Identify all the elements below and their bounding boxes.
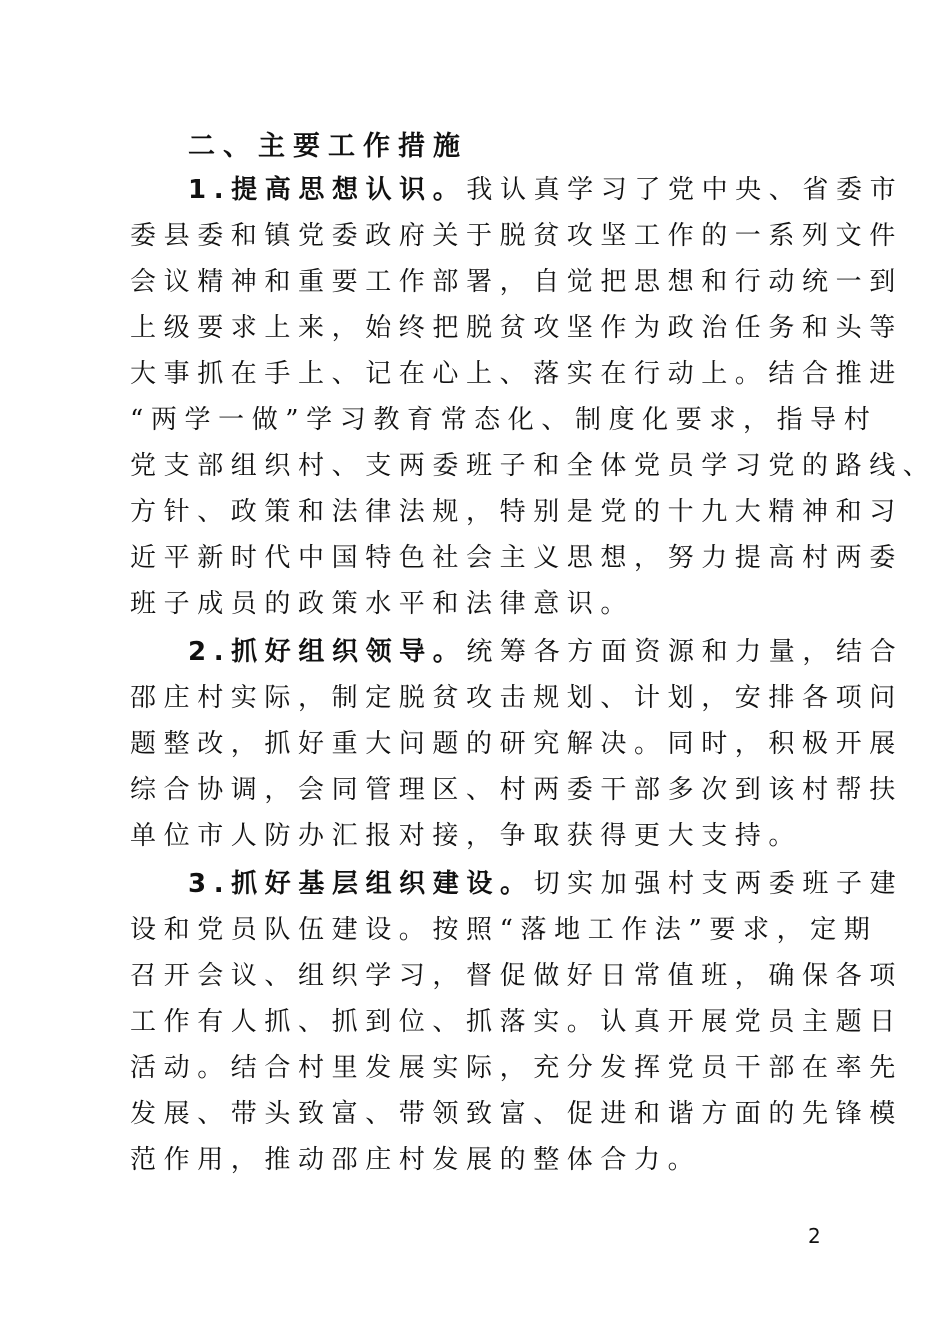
paragraph-2-line-2: 邵庄村实际，制定脱贫攻击规划、计划，安排各项问 (130, 683, 903, 713)
paragraph-3-line-2: 设和党员队伍建设。按照“落地工作法”要求，定期 (130, 915, 878, 945)
paragraph-1-line-1 (188, 170, 904, 210)
paragraph-1-text: 我认真学习了党中央、省委市 (466, 175, 904, 205)
paragraph-1-line-4: 上级要求上来，始终把脱贫攻坚作为政治任务和头等 (130, 313, 903, 343)
paragraph-1-line-2: 委县委和镇党委政府关于脱贫攻坚工作的一系列文件 (130, 221, 903, 251)
paragraph-2-line-4: 综合协调，会同管理区、村两委干部多次到该村帮扶 (130, 775, 903, 805)
paragraph-2-line-5: 单位市人防办汇报对接，争取获得更大支持。 (130, 821, 803, 851)
paragraph-2-text: 统筹各方面资源和力量，结合 (466, 637, 904, 667)
paragraph-2-line-1 (188, 632, 904, 672)
page-number: 2 (808, 1224, 821, 1248)
paragraph-3-line-6: 发展、带头致富、带领致富、促进和谐方面的先锋模 (130, 1099, 903, 1129)
paragraph-3-line-5: 活动。结合村里发展实际，充分发挥党员干部在率先 (130, 1053, 903, 1083)
paragraph-2-lead: 2.抓好组织领导。 (188, 637, 467, 667)
paragraph-1-line-3: 会议精神和重要工作部署，自觉把思想和行动统一到 (130, 267, 903, 297)
paragraph-3-lead: 3.抓好基层组织建设。 (188, 869, 534, 899)
paragraph-3-line-4: 工作有人抓、抓到位、抓落实。认真开展党员主题日 (130, 1007, 903, 1037)
paragraph-3-line-7: 范作用，推动邵庄村发展的整体合力。 (130, 1145, 702, 1175)
paragraph-1-line-7: 党支部组织村、支两委班子和全体党员学习党的路线、 (130, 451, 937, 481)
paragraph-3-line-1 (188, 864, 904, 904)
paragraph-2-line-3: 题整改，抓好重大问题的研究解决。同时，积极开展 (130, 729, 903, 759)
paragraph-1-line-10: 班子成员的政策水平和法律意识。 (130, 589, 635, 619)
paragraph-1-line-5: 大事抓在手上、记在心上、落实在行动上。结合推进 (130, 359, 903, 389)
section-heading: 二、主要工作措施 (188, 131, 468, 162)
paragraph-1-lead: 1.提高思想认识。 (188, 175, 467, 205)
paragraph-3-text: 切实加强村支两委班子建 (533, 869, 904, 899)
paragraph-3-line-3: 召开会议、组织学习，督促做好日常值班，确保各项 (130, 961, 903, 991)
paragraph-1-line-6: “两学一做”学习教育常态化、制度化要求，指导村 (130, 405, 878, 435)
paragraph-1-line-9: 近平新时代中国特色社会主义思想，努力提高村两委 (130, 543, 903, 573)
paragraph-1-line-8: 方针、政策和法律法规，特别是党的十九大精神和习 (130, 497, 903, 527)
